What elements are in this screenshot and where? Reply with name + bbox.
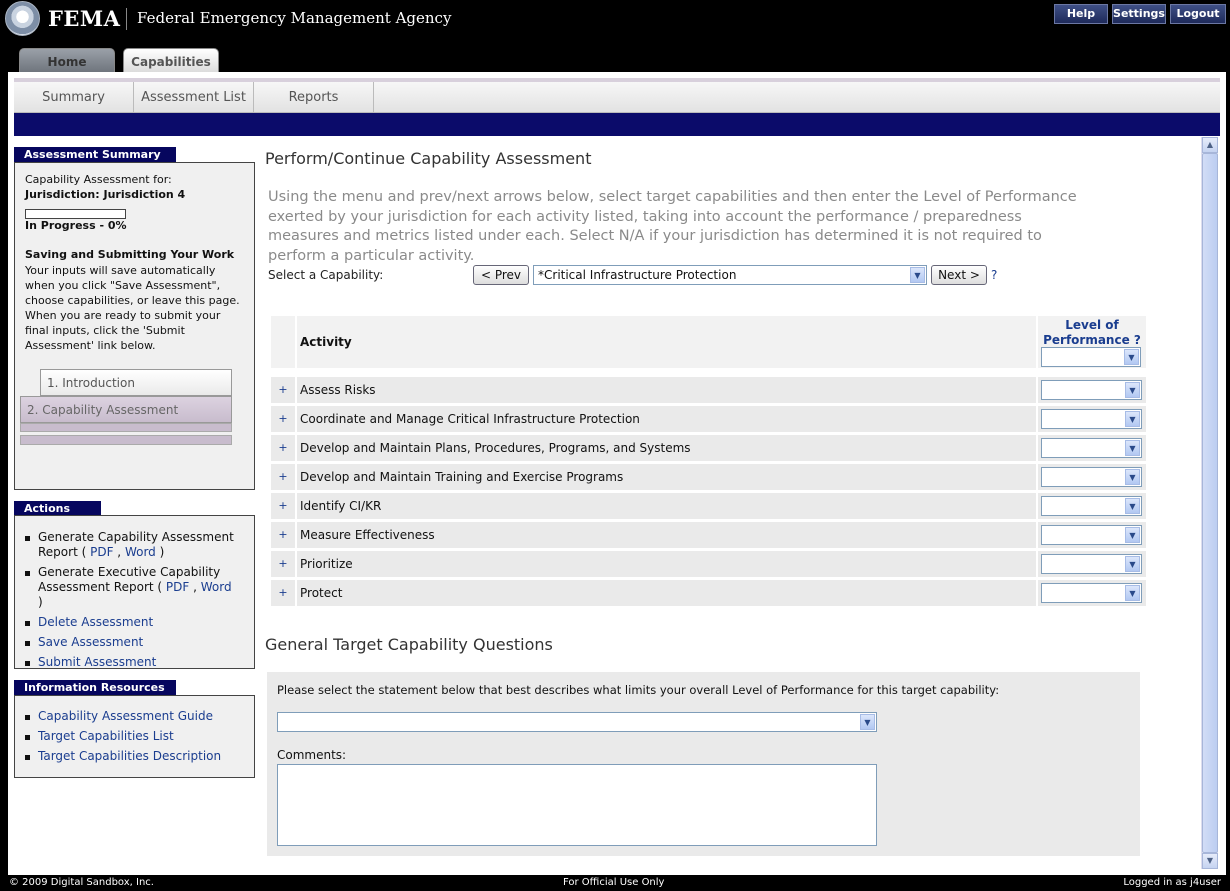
capability-assessment-guide-link[interactable]: Capability Assessment Guide [38,709,213,723]
activity-name: Assess Risks [297,377,1036,403]
level-cell [1038,464,1146,490]
footer-copyright: © 2009 Digital Sandbox, Inc. [9,877,154,888]
level-cell [1038,580,1146,606]
level-column-header [1038,316,1146,368]
footer-official-use: For Official Use Only [563,877,665,888]
report-word-link[interactable]: Word [124,545,156,559]
chevron-down-icon[interactable]: ▼ [910,267,925,283]
table-row [271,580,1146,606]
comments-label: Comments: [277,748,347,762]
logo-divider [126,8,127,30]
level-cell [1038,435,1146,461]
capability-select[interactable] [533,265,927,285]
expand-icon[interactable]: + [271,580,295,606]
delete-assessment-link[interactable]: Delete Assessment [38,615,154,629]
chevron-down-icon[interactable]: ▼ [1125,585,1140,601]
expand-icon[interactable]: + [271,493,295,519]
capability-select-value: *Critical Infrastructure Protection [538,268,737,282]
actions-list [25,530,235,670]
fema-logo-text: FEMA [48,6,121,31]
list-item [25,709,221,724]
level-of-performance-select[interactable] [1041,583,1142,603]
activity-name: Identify CI/KR [297,493,1036,519]
report-pdf-link[interactable]: PDF [90,545,114,559]
chevron-down-icon[interactable]: ▼ [1125,440,1140,456]
footer [0,875,1230,891]
list-item [25,729,221,744]
scrollbar-thumb[interactable] [1202,153,1218,853]
step-overflow-2 [20,435,232,445]
capability-help-icon[interactable]: ? [991,268,998,282]
subtab-assessment-list[interactable]: Assessment List [134,82,254,113]
instructions: Using the menu and prev/next arrows below, select target capabilities and then enter the Level of Performance exerted by your jurisdiction for each activity listed, taking into account the performance / preparedness measures and metrics listed under each. Select N/A if your jurisdiction has determined it is not required to perform a particular activity. [268,189,1077,264]
expand-icon[interactable]: + [271,435,295,461]
expand-icon[interactable]: + [271,522,295,548]
level-cell [1038,522,1146,548]
logout-button[interactable]: Logout [1170,4,1226,24]
scroll-up-icon[interactable]: ▲ [1202,137,1218,153]
exec-report-word-link[interactable]: Word [200,580,232,594]
level-all-select[interactable] [1041,347,1141,367]
progress-status: In Progress - 0% [25,219,127,232]
chevron-down-icon[interactable]: ▼ [860,714,875,730]
target-capabilities-list-link[interactable]: Target Capabilities List [38,729,174,743]
level-cell [1038,377,1146,403]
prev-button[interactable]: < Prev [473,265,529,285]
table-row [271,551,1146,577]
level-of-performance-select[interactable] [1041,554,1142,574]
table-row [271,406,1146,432]
dhs-seal-logo [5,1,40,36]
page-frame [8,72,1226,875]
subtab-summary[interactable]: Summary [14,82,134,113]
table-header-row [271,316,1146,368]
list-item [25,615,235,630]
submit-assessment-link[interactable]: Submit Assessment [38,655,157,669]
report-label: Generate Capability Assessment Report [38,530,234,559]
expand-icon[interactable]: + [271,464,295,490]
page-title: Perform/Continue Capability Assessment [265,149,592,168]
list-item [25,655,235,670]
top-header [0,0,1230,72]
chevron-down-icon[interactable]: ▼ [1124,349,1139,365]
level-of-performance-select[interactable] [1041,525,1142,545]
assessment-summary-title: Assessment Summary [14,147,176,162]
sub-nav [14,78,1220,113]
assessment-summary-panel [14,162,255,490]
settings-button[interactable]: Settings [1112,4,1166,24]
level-header-text [1038,318,1146,348]
comments-textarea[interactable] [277,764,877,846]
level-help-icon[interactable]: ? [1133,333,1141,347]
header-expand-cell [271,316,295,368]
exec-report-label: Generate Executive Capability Assessment Report [38,565,221,594]
list-item: Generate Capability Assessment Report ( PDF , Word ) [25,530,235,560]
level-of-performance-select[interactable] [1041,438,1142,458]
level-cell [1038,406,1146,432]
save-assessment-link[interactable]: Save Assessment [38,635,144,649]
exec-report-pdf-link[interactable]: PDF [165,580,190,594]
table-row [271,377,1146,403]
expand-icon[interactable]: + [271,551,295,577]
table-row [271,522,1146,548]
footer-logged-in: Logged in as j4user [1123,877,1221,888]
limits-select[interactable] [277,712,877,732]
jurisdiction-name: Jurisdiction: Jurisdiction 4 [25,188,186,201]
table-row [271,493,1146,519]
level-header-performance: Performance [1043,333,1130,347]
agency-name: Federal Emergency Management Agency [137,9,452,27]
list-item [25,749,221,764]
level-of-performance-select[interactable] [1041,467,1142,487]
activity-name: Protect [297,580,1036,606]
target-capabilities-description-link[interactable]: Target Capabilities Description [38,749,222,763]
information-resources-title: Information Resources [14,680,176,695]
progress-bar [25,209,126,219]
activity-name: Develop and Maintain Training and Exercise Programs [297,464,1036,490]
expand-icon[interactable]: + [271,406,295,432]
activity-name: Coordinate and Manage Critical Infrastructure Protection [297,406,1036,432]
level-of-performance-select[interactable] [1041,496,1142,516]
level-cell [1038,493,1146,519]
help-button[interactable]: Help [1054,4,1108,24]
list-item: Generate Executive Capability Assessment Report ( PDF , Word ) [25,565,235,610]
gtcq-title: General Target Capability Questions [265,635,553,654]
chevron-down-icon[interactable]: ▼ [1125,411,1140,427]
blue-band [14,113,1220,136]
gtcq-panel [267,672,1140,856]
activity-name: Prioritize [297,551,1036,577]
information-resources-panel [14,695,255,778]
select-capability-label: Select a Capability: [268,268,384,282]
step-capability-assessment[interactable]: 2. Capability Assessment [20,396,232,423]
expand-icon[interactable]: + [271,377,295,403]
subtab-reports[interactable]: Reports [254,82,374,113]
chevron-down-icon[interactable]: ▼ [1125,556,1140,572]
resources-list [25,709,221,764]
chevron-down-icon[interactable]: ▼ [1125,469,1140,485]
tab-capabilities[interactable]: Capabilities [123,48,219,72]
level-header-line1: Level of [1065,318,1119,332]
level-of-performance-select[interactable] [1041,409,1142,429]
tab-home[interactable]: Home [19,48,115,72]
actions-title: Actions [14,501,101,516]
saving-instructions: Your inputs will save automatically when you click "Save Assessment", choose capabilities, or leave this page. When you are ready to submit your final inputs, click the 'Submit Assessment' link below. [25,264,240,352]
level-cell [1038,551,1146,577]
chevron-down-icon[interactable]: ▼ [1125,382,1140,398]
actions-panel [14,515,255,669]
activity-name: Measure Effectiveness [297,522,1036,548]
chevron-down-icon[interactable]: ▼ [1125,498,1140,514]
activity-name: Develop and Maintain Plans, Procedures, Programs, and Systems [297,435,1036,461]
activity-column-header: Activity [297,316,1036,368]
scroll-down-icon[interactable]: ▼ [1202,853,1218,869]
next-button[interactable]: Next > [931,265,987,285]
saving-heading: Saving and Submitting Your Work [25,248,235,261]
table-row [271,464,1146,490]
step-overflow-1 [20,423,232,432]
level-header-line2 [1038,333,1146,348]
vertical-scrollbar[interactable] [1201,137,1218,869]
chevron-down-icon[interactable]: ▼ [1125,527,1140,543]
level-of-performance-select[interactable] [1041,380,1142,400]
step-introduction[interactable]: 1. Introduction [40,369,232,396]
list-item [25,635,235,650]
table-row [271,435,1146,461]
assessment-for-label: Capability Assessment for: [25,173,172,186]
gtcq-question: Please select the statement below that best describes what limits your overall Level of Performance for this target capability: [277,683,1000,697]
